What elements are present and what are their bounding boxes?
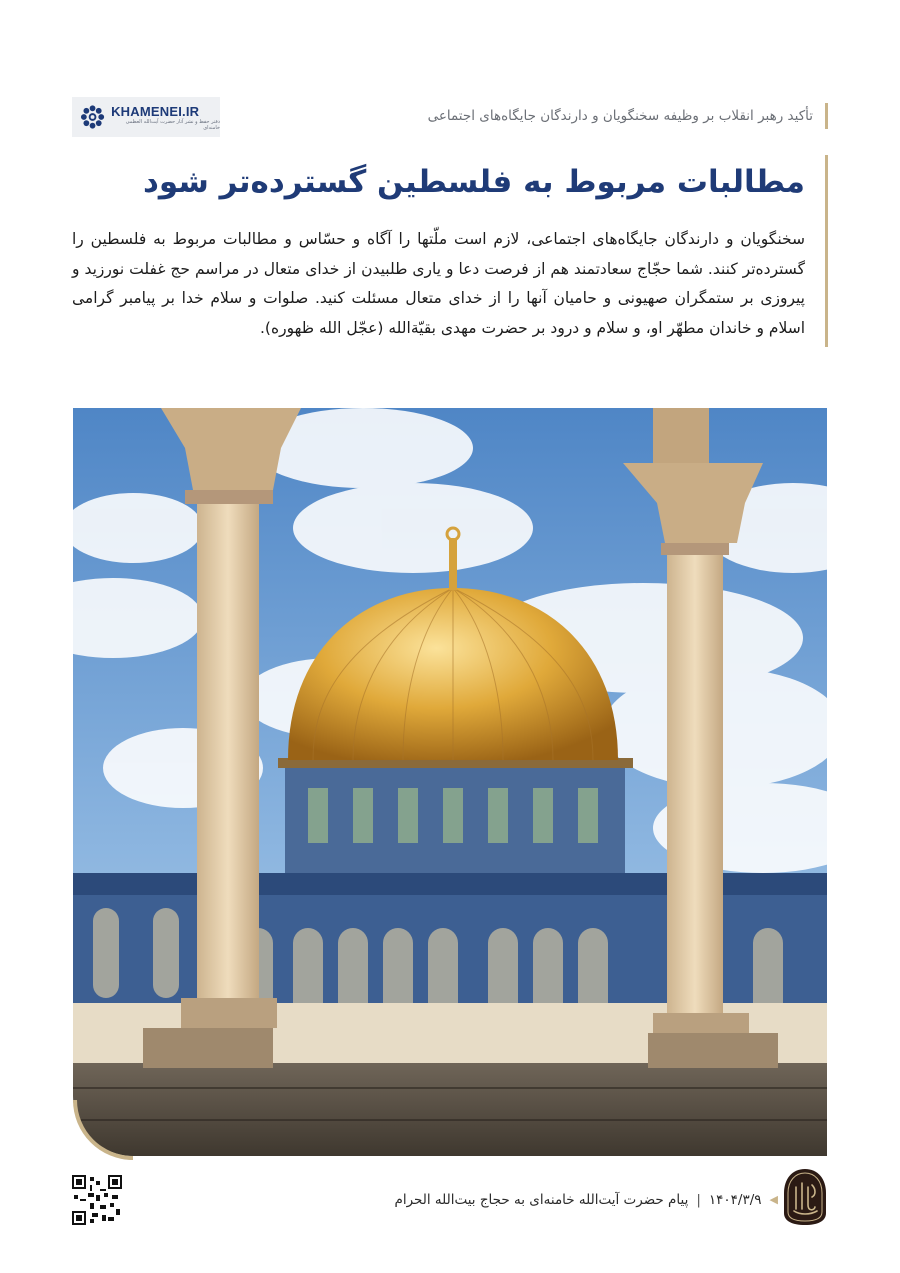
gear-flower-icon	[80, 104, 105, 130]
article-block	[72, 155, 828, 347]
site-logo[interactable]	[72, 97, 220, 137]
footer-separator: |	[696, 1192, 701, 1208]
article-body: سخنگویان و دارندگان جایگاه‌های اجتماعی، لازم است ملّتها را آگاه و حسّاس و مطالبات مربوط به فلسطین را گسترده‌تر کنند. شما حجّاج سعادتمند هم از فرصت دعا و یاری طلبیدن از خدای متعال در مراسم حج غفلت نورزید و پیروزی بر ستمگران صهیونی و حامیان آنها را از خدای متعال مسئلت کنید. صلوات و سلام خدا بر پیامبر گرامی اسلام و خاندان مطهّر او، و سلام و درود بر حضرت مهدی بقیّة‌الله (عجّل الله ظهوره).	[72, 230, 805, 337]
calligraphy-emblem-icon	[782, 1167, 828, 1227]
footer-caption	[394, 1186, 778, 1214]
dome-of-the-rock-photo	[73, 408, 827, 1156]
qr-code-icon[interactable]	[72, 1175, 122, 1225]
kicker-line: تأکید رهبر انقلاب بر وظیفه سخنگویان و دارندگان جایگاه‌های اجتماعی	[428, 103, 828, 129]
logo-text: KHAMENEI.IR	[111, 103, 200, 119]
footer-date: ۱۴۰۴/۳/۹	[708, 1192, 762, 1208]
logo-subtext: دفتر حفظ و نشر آثار حضرت آیت‌الله العظمی خامنه‌ای	[125, 118, 220, 131]
footer-source: پیام حضرت آیت‌الله خامنه‌ای به حجاج بیت‌الله الحرام	[394, 1192, 689, 1208]
page-title: مطالبات مربوط به فلسطین گسترده‌تر شود	[143, 164, 805, 200]
triangle-marker-icon: ◀	[769, 1193, 778, 1206]
